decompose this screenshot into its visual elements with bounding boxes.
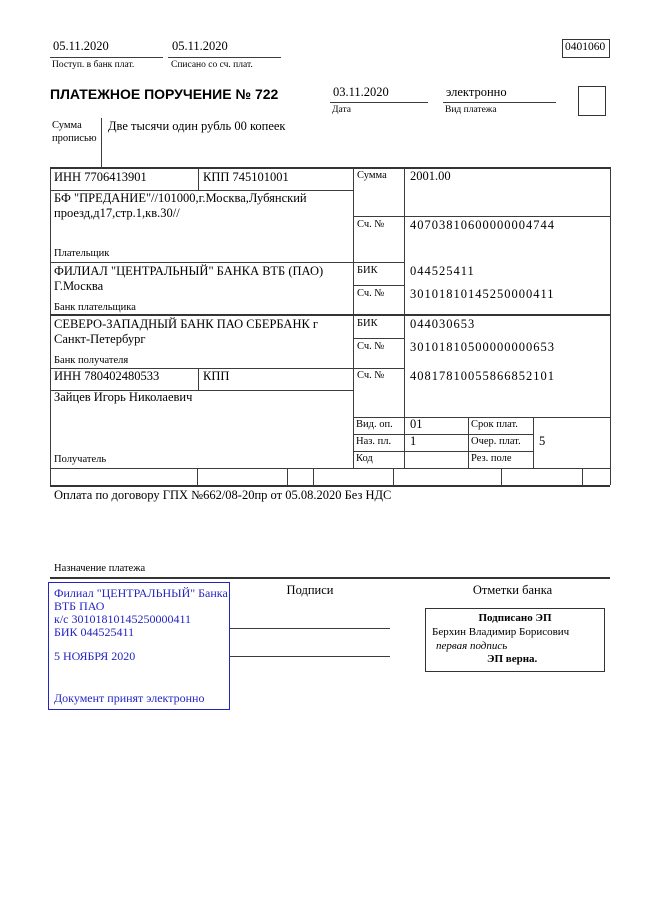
code-label: Код	[356, 453, 373, 464]
grid-line	[353, 167, 354, 468]
grid-line	[404, 167, 405, 468]
receiver-bank-label: Банк получателя	[54, 355, 129, 366]
table-border	[610, 167, 611, 485]
grid-line	[50, 468, 610, 469]
grid-line	[313, 468, 314, 485]
stamp-line-2: ВТБ ПАО	[54, 599, 105, 613]
grid-line	[582, 468, 583, 485]
amount-words-label-1: Сумма	[52, 120, 82, 131]
op-kind-value: 01	[410, 417, 423, 431]
table-border	[50, 167, 610, 169]
section-border	[50, 314, 610, 316]
stamp-line-5: 5 НОЯБРЯ 2020	[54, 649, 136, 663]
receiver-bank-bik-label: БИК	[357, 318, 378, 329]
grid-line	[353, 338, 404, 339]
receiver-account: 40817810055866852101	[410, 369, 555, 383]
stamp-line-6: Документ принят электронно	[54, 691, 205, 705]
payment-kind-label: Вид платежа	[445, 105, 497, 115]
amount-words-label-2: прописью	[52, 133, 97, 144]
amount-label: Сумма	[357, 170, 387, 181]
payer-name-line1: БФ "ПРЕДАНИЕ"//101000,г.Москва,Лубянский	[54, 191, 307, 205]
underline	[443, 102, 556, 103]
receiver-kpp: КПП	[203, 369, 230, 383]
payer-bank-bik: 044525411	[410, 264, 475, 278]
bank-marks-label: Отметки банка	[472, 583, 553, 597]
reserve-field-label: Рез. поле	[471, 453, 512, 464]
document-date-label: Дата	[332, 105, 351, 115]
form-code: 0401060	[565, 41, 606, 53]
payment-purpose-text: Оплата по договору ГПХ №662/08-20пр от 05.08.2020 Без НДС	[54, 488, 392, 502]
payer-kpp: КПП 745101001	[203, 170, 289, 184]
grid-line	[287, 468, 288, 485]
form-code-box	[562, 39, 610, 58]
underline	[330, 102, 428, 103]
payer-name-line2: проезд,д17,стр.1,кв.30//	[54, 206, 180, 220]
payer-bank-name-line1: ФИЛИАЛ "ЦЕНТРАЛЬНЫЙ" БАНКА ВТБ (ПАО)	[54, 264, 324, 278]
document-title: ПЛАТЕЖНОЕ ПОРУЧЕНИЕ № 722	[50, 86, 279, 102]
grid-line	[353, 216, 610, 217]
received-date: 05.11.2020	[53, 39, 109, 53]
signature-line	[230, 656, 390, 657]
receiver-inn: ИНН 780402480533	[54, 369, 160, 383]
priority-label: Очер. плат.	[471, 436, 521, 447]
grid-line	[50, 262, 404, 263]
grid-line	[198, 168, 199, 190]
underline	[168, 57, 281, 58]
table-border	[50, 167, 51, 485]
receiver-label: Получатель	[54, 454, 107, 465]
grid-line	[353, 285, 404, 286]
grid-line	[393, 468, 394, 485]
section-border	[50, 577, 610, 579]
grid-line	[353, 417, 610, 418]
receiver-bank-bik: 044030653	[410, 317, 476, 331]
debited-date: 05.11.2020	[172, 39, 228, 53]
payer-account: 40703810600000004744	[410, 218, 555, 232]
priority-value: 5	[539, 434, 546, 448]
payer-bank-name-line2: Г.Москва	[54, 279, 104, 293]
debited-date-label: Списано со сч. плат.	[171, 60, 253, 70]
received-date-label: Поступ. в банк плат.	[52, 60, 135, 70]
status-checkbox	[578, 86, 606, 116]
receiver-bank-account: 30101810500000000653	[410, 340, 555, 354]
esignature-valid: ЭП верна.	[487, 653, 538, 665]
stamp-line-4: БИК 044525411	[54, 625, 135, 639]
signature-line	[230, 628, 390, 629]
purpose-code-label: Наз. пл.	[356, 436, 392, 447]
divider	[101, 118, 102, 167]
grid-line	[198, 368, 199, 390]
grid-line	[501, 468, 502, 485]
receiver-bank-name-line1: СЕВЕРО-ЗАПАДНЫЙ БАНК ПАО СБЕРБАНК г	[54, 317, 319, 331]
underline	[50, 57, 163, 58]
grid-line	[353, 434, 533, 435]
document-date: 03.11.2020	[333, 85, 389, 99]
esignature-signer: Берхин Владимир Борисович	[432, 626, 570, 638]
payer-bank-label: Банк плательщика	[54, 302, 136, 313]
receiver-bank-account-label: Сч. №	[357, 341, 385, 352]
payer-account-label: Сч. №	[357, 219, 385, 230]
due-date-label: Срок плат.	[471, 419, 518, 430]
payment-kind-value: электронно	[446, 85, 507, 99]
esignature-kind: первая подпись	[436, 640, 508, 652]
payment-purpose-label: Назначение платежа	[54, 563, 146, 574]
payer-inn: ИНН 7706413901	[54, 170, 147, 184]
payer-bank-bik-label: БИК	[357, 265, 378, 276]
receiver-account-label: Сч. №	[357, 370, 385, 381]
receiver-name: Зайцев Игорь Николаевич	[54, 390, 193, 404]
stamp-line-1: Филиал "ЦЕНТРАЛЬНЫЙ" Банка	[54, 586, 228, 600]
amount-value: 2001.00	[410, 169, 451, 183]
grid-line	[197, 468, 198, 485]
grid-line	[353, 451, 533, 452]
esignature-title: Подписано ЭП	[478, 612, 552, 624]
payer-label: Плательщик	[54, 248, 110, 259]
grid-line	[533, 417, 534, 468]
table-border	[50, 485, 610, 487]
payer-bank-account-label: Сч. №	[357, 288, 385, 299]
grid-line	[468, 417, 469, 468]
purpose-code-value: 1	[410, 434, 417, 448]
amount-words-value: Две тысячи один рубль 00 копеек	[108, 119, 286, 133]
payer-bank-account: 30101810145250000411	[410, 287, 555, 301]
signatures-label: Подписи	[286, 583, 334, 597]
op-kind-label: Вид. оп.	[356, 419, 393, 430]
stamp-line-3: к/с 30101810145250000411	[54, 612, 192, 626]
receiver-bank-name-line2: Санкт-Петербург	[54, 332, 146, 346]
